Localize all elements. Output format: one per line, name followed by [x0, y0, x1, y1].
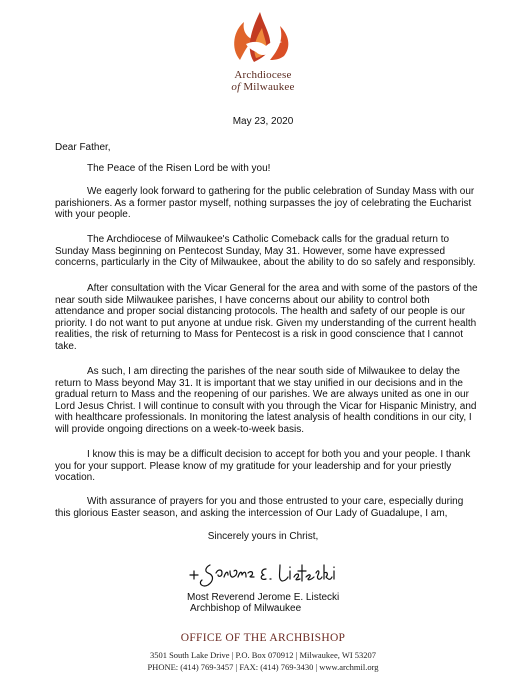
paragraph-7: With assurance of prayers for you and those entrusted to your care, especially during this glorious Easter season, and asking the intercession of Our Lady of Guadalupe, I am,	[55, 496, 464, 519]
signer-title: Archbishop of Milwaukee	[190, 603, 302, 614]
dove-head	[268, 44, 272, 48]
signature	[184, 555, 340, 589]
closing: Sincerely yours in Christ,	[207, 531, 319, 542]
paragraph-1: The Peace of the Risen Lord be with you!	[87, 163, 271, 174]
footer-address: 3501 South Lake Drive | P.O. Box 070912 | Milwaukee, WI 53207	[149, 650, 377, 660]
letterhead-of: of	[231, 81, 241, 93]
footer-office: OFFICE OF THE ARCHBISHOP	[180, 632, 346, 644]
archdiocese-logo	[226, 4, 296, 68]
paragraph-6: I know this is may be a difficult decision to accept for both you and your people. I thank you for your support. Please know of my gratitude for your leadership and for your priestly vocation.	[55, 449, 471, 484]
signer-name: Most Reverend Jerome E. Listecki	[187, 592, 340, 603]
letterhead-name-line1: Archdiocese	[234, 69, 292, 81]
paragraph-3: The Archdiocese of Milwaukee's Catholic Comeback calls for the gradual return to Sunday Mass beginning on Pentecost Sunday, May 31. However, some have expressed concerns, particularly in the City of Milwaukee, about the ability to do so safely and responsibly.	[55, 234, 476, 269]
paragraph-5: As such, I am directing the parishes of the near south side of Milwaukee to delay the return to Mass beyond May 31. It is important that we stay unified in our decisions and in the gradual return to Mass and the reopening of our parishes. We are always united as one in our Lord Jesus Christ. I will continue to consult with you through the Vicar for Hispanic Ministry, and with healthcare professionals. In monitoring the latest analysis of health conditions in our city, I will provide ongoing directions on a week-to-week basis.	[55, 366, 477, 435]
paragraph-4: After consultation with the Vicar General for the area and with some of the pastors of the near south side Milwaukee parishes, I have concerns about our ability to control both attendance and proper social distancing protocols. The health and safety of our people is our priority. I do not want to put anyone at undue risk. Given my understanding of the current health realities, the risk of returning to Mass for Pentecost is a risk in good conscience that I cannot take.	[55, 283, 478, 352]
salutation: Dear Father,	[55, 142, 111, 153]
paragraph-2: We eagerly look forward to gathering for the public celebration of Sunday Mass with our parishioners. As a former pastor myself, nothing surpasses the joy of celebrating the Eucharist with your people.	[55, 186, 475, 221]
footer-contact: PHONE: (414) 769-3457 | FAX: (414) 769-3430 | www.archmil.org	[147, 662, 379, 672]
letterhead-city: Milwaukee	[243, 81, 295, 93]
letterhead-name-line2	[0, 81, 526, 93]
letter-date: May 23, 2020	[232, 116, 294, 127]
